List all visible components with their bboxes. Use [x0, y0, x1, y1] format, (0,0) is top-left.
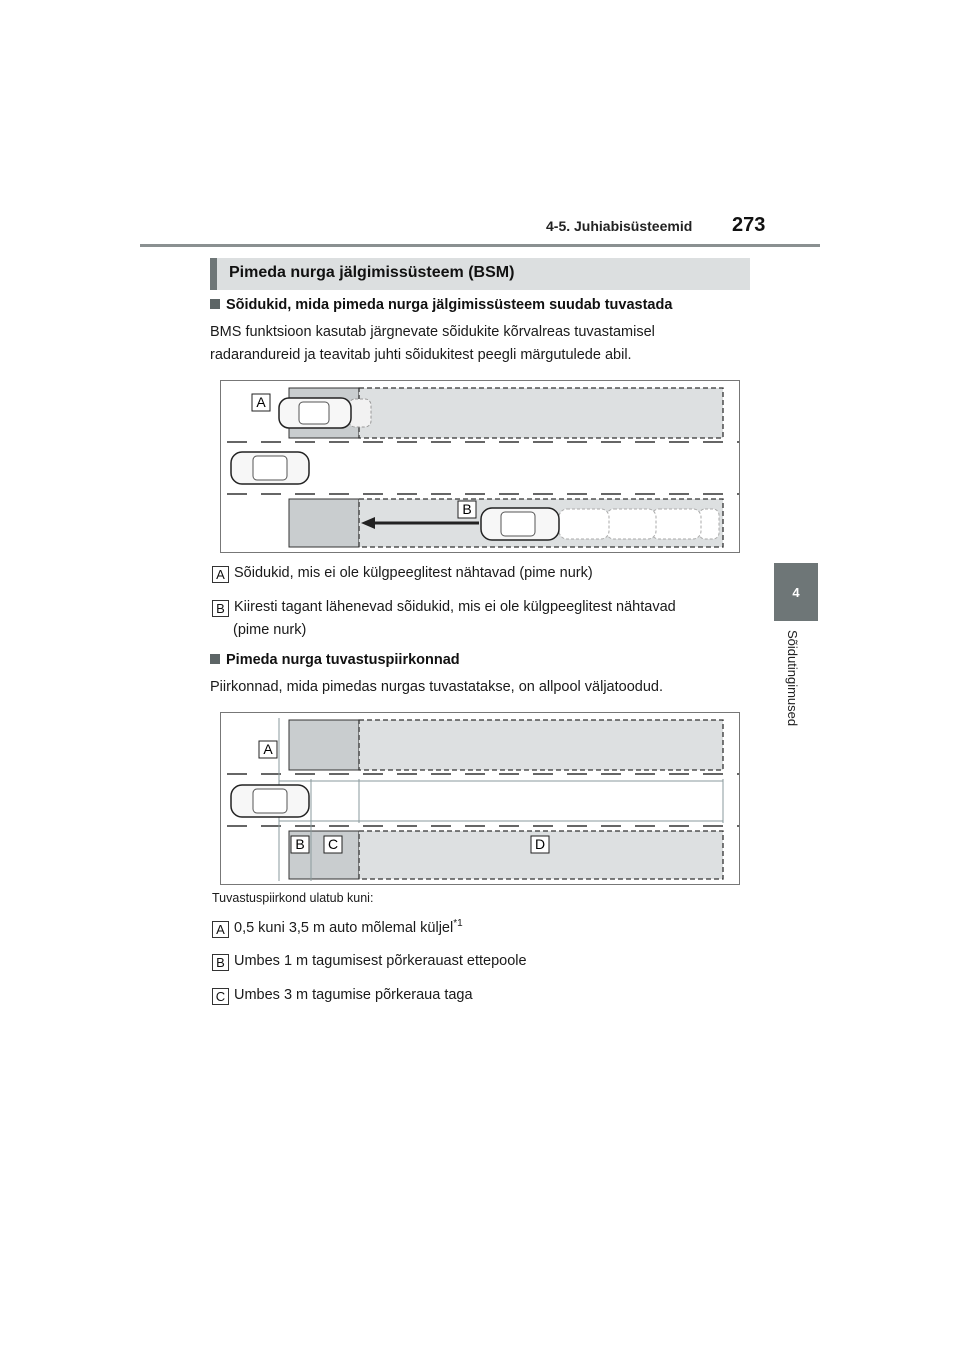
footnote-marker: *1 [453, 918, 463, 929]
header-divider [140, 244, 820, 247]
figure-1-label-b: B [462, 501, 472, 517]
car-top-blind-spot [279, 398, 371, 428]
detection-zone-top-near [289, 720, 359, 770]
item-1a-label: A [212, 566, 229, 583]
chapter-label-text: Sõidutingimused [785, 630, 800, 727]
item-2a-text: 0,5 kuni 3,5 m auto mõlemal küljel [234, 919, 454, 936]
section-title: Pimeda nurga jälgimissüsteem (BSM) [229, 264, 515, 281]
own-car [231, 785, 309, 817]
blind-zone-top-far [359, 388, 723, 438]
figure-blind-spot-vehicles [220, 380, 740, 553]
item-1b-continuation: (pime nurk) [233, 622, 307, 638]
figure-1-drawing [221, 381, 739, 552]
paragraph-1-line-2: radarandureid ja teavitab juhti sõidukitest peegli märgutulede abil. [210, 347, 632, 363]
paragraph-1 [210, 321, 655, 367]
approaching-car [481, 508, 559, 540]
section-header: 4-5. Juhiabisüsteemid [546, 218, 693, 234]
item-1a-text: Sõidukid, mis ei ole külgpeeglitest nähtavad (pime nurk) [234, 565, 593, 581]
square-bullet-icon [210, 299, 220, 309]
item-2c-label: C [212, 988, 229, 1005]
item-2b-text: Umbes 1 m tagumisest põrkerauast ettepoole [234, 953, 527, 969]
figure-2-label-c: C [327, 836, 339, 852]
item-2b-label: B [212, 954, 229, 971]
subheading-2-text: Pimeda nurga tuvastuspiirkonnad [226, 652, 460, 668]
item-2c-text: Umbes 3 m tagumise põrkeraua taga [234, 987, 473, 1003]
figure-detection-areas [220, 712, 740, 885]
item-1b-text: Kiiresti tagant lähenevad sõidukid, mis ei ole külgpeeglitest nähtavad [234, 599, 676, 615]
item-2c [212, 987, 473, 1005]
figure-2-caption: Tuvastuspiirkond ulatub kuni: [212, 891, 374, 905]
section-title-bar [210, 258, 750, 290]
subheading-1 [210, 297, 672, 313]
chapter-number: 4 [792, 584, 800, 600]
figure-2-label-a: A [263, 741, 273, 757]
item-2a [212, 918, 463, 938]
paragraph-2: Piirkonnad, mida pimedas nurgas tuvastatakse, on allpool väljatoodud. [210, 679, 663, 695]
subheading-2 [210, 652, 460, 668]
item-2b [212, 953, 527, 971]
item-1a [212, 565, 593, 583]
detection-zone-top-far [359, 720, 723, 770]
figure-2-label-b: B [295, 836, 305, 852]
approaching-cars-ghost [559, 509, 719, 539]
figure-2-drawing [221, 713, 739, 884]
paragraph-1-line-1: BMS funktsioon kasutab järgnevate sõidukite kõrvalreas tuvastamisel [210, 324, 655, 340]
item-2a-label: A [212, 921, 229, 938]
chapter-label [770, 630, 818, 750]
square-bullet-icon [210, 654, 220, 664]
chapter-tab [774, 563, 818, 621]
subheading-1-text: Sõidukid, mida pimeda nurga jälgimissüsteem suudab tuvastada [226, 297, 673, 313]
blind-zone-bottom-near [289, 499, 359, 547]
figure-1-label-a: A [256, 394, 266, 410]
own-car [231, 452, 309, 484]
page-number: 273 [732, 214, 766, 236]
item-1b-label: B [212, 600, 229, 617]
item-1b [212, 599, 676, 617]
figure-2-label-d: D [534, 836, 546, 852]
